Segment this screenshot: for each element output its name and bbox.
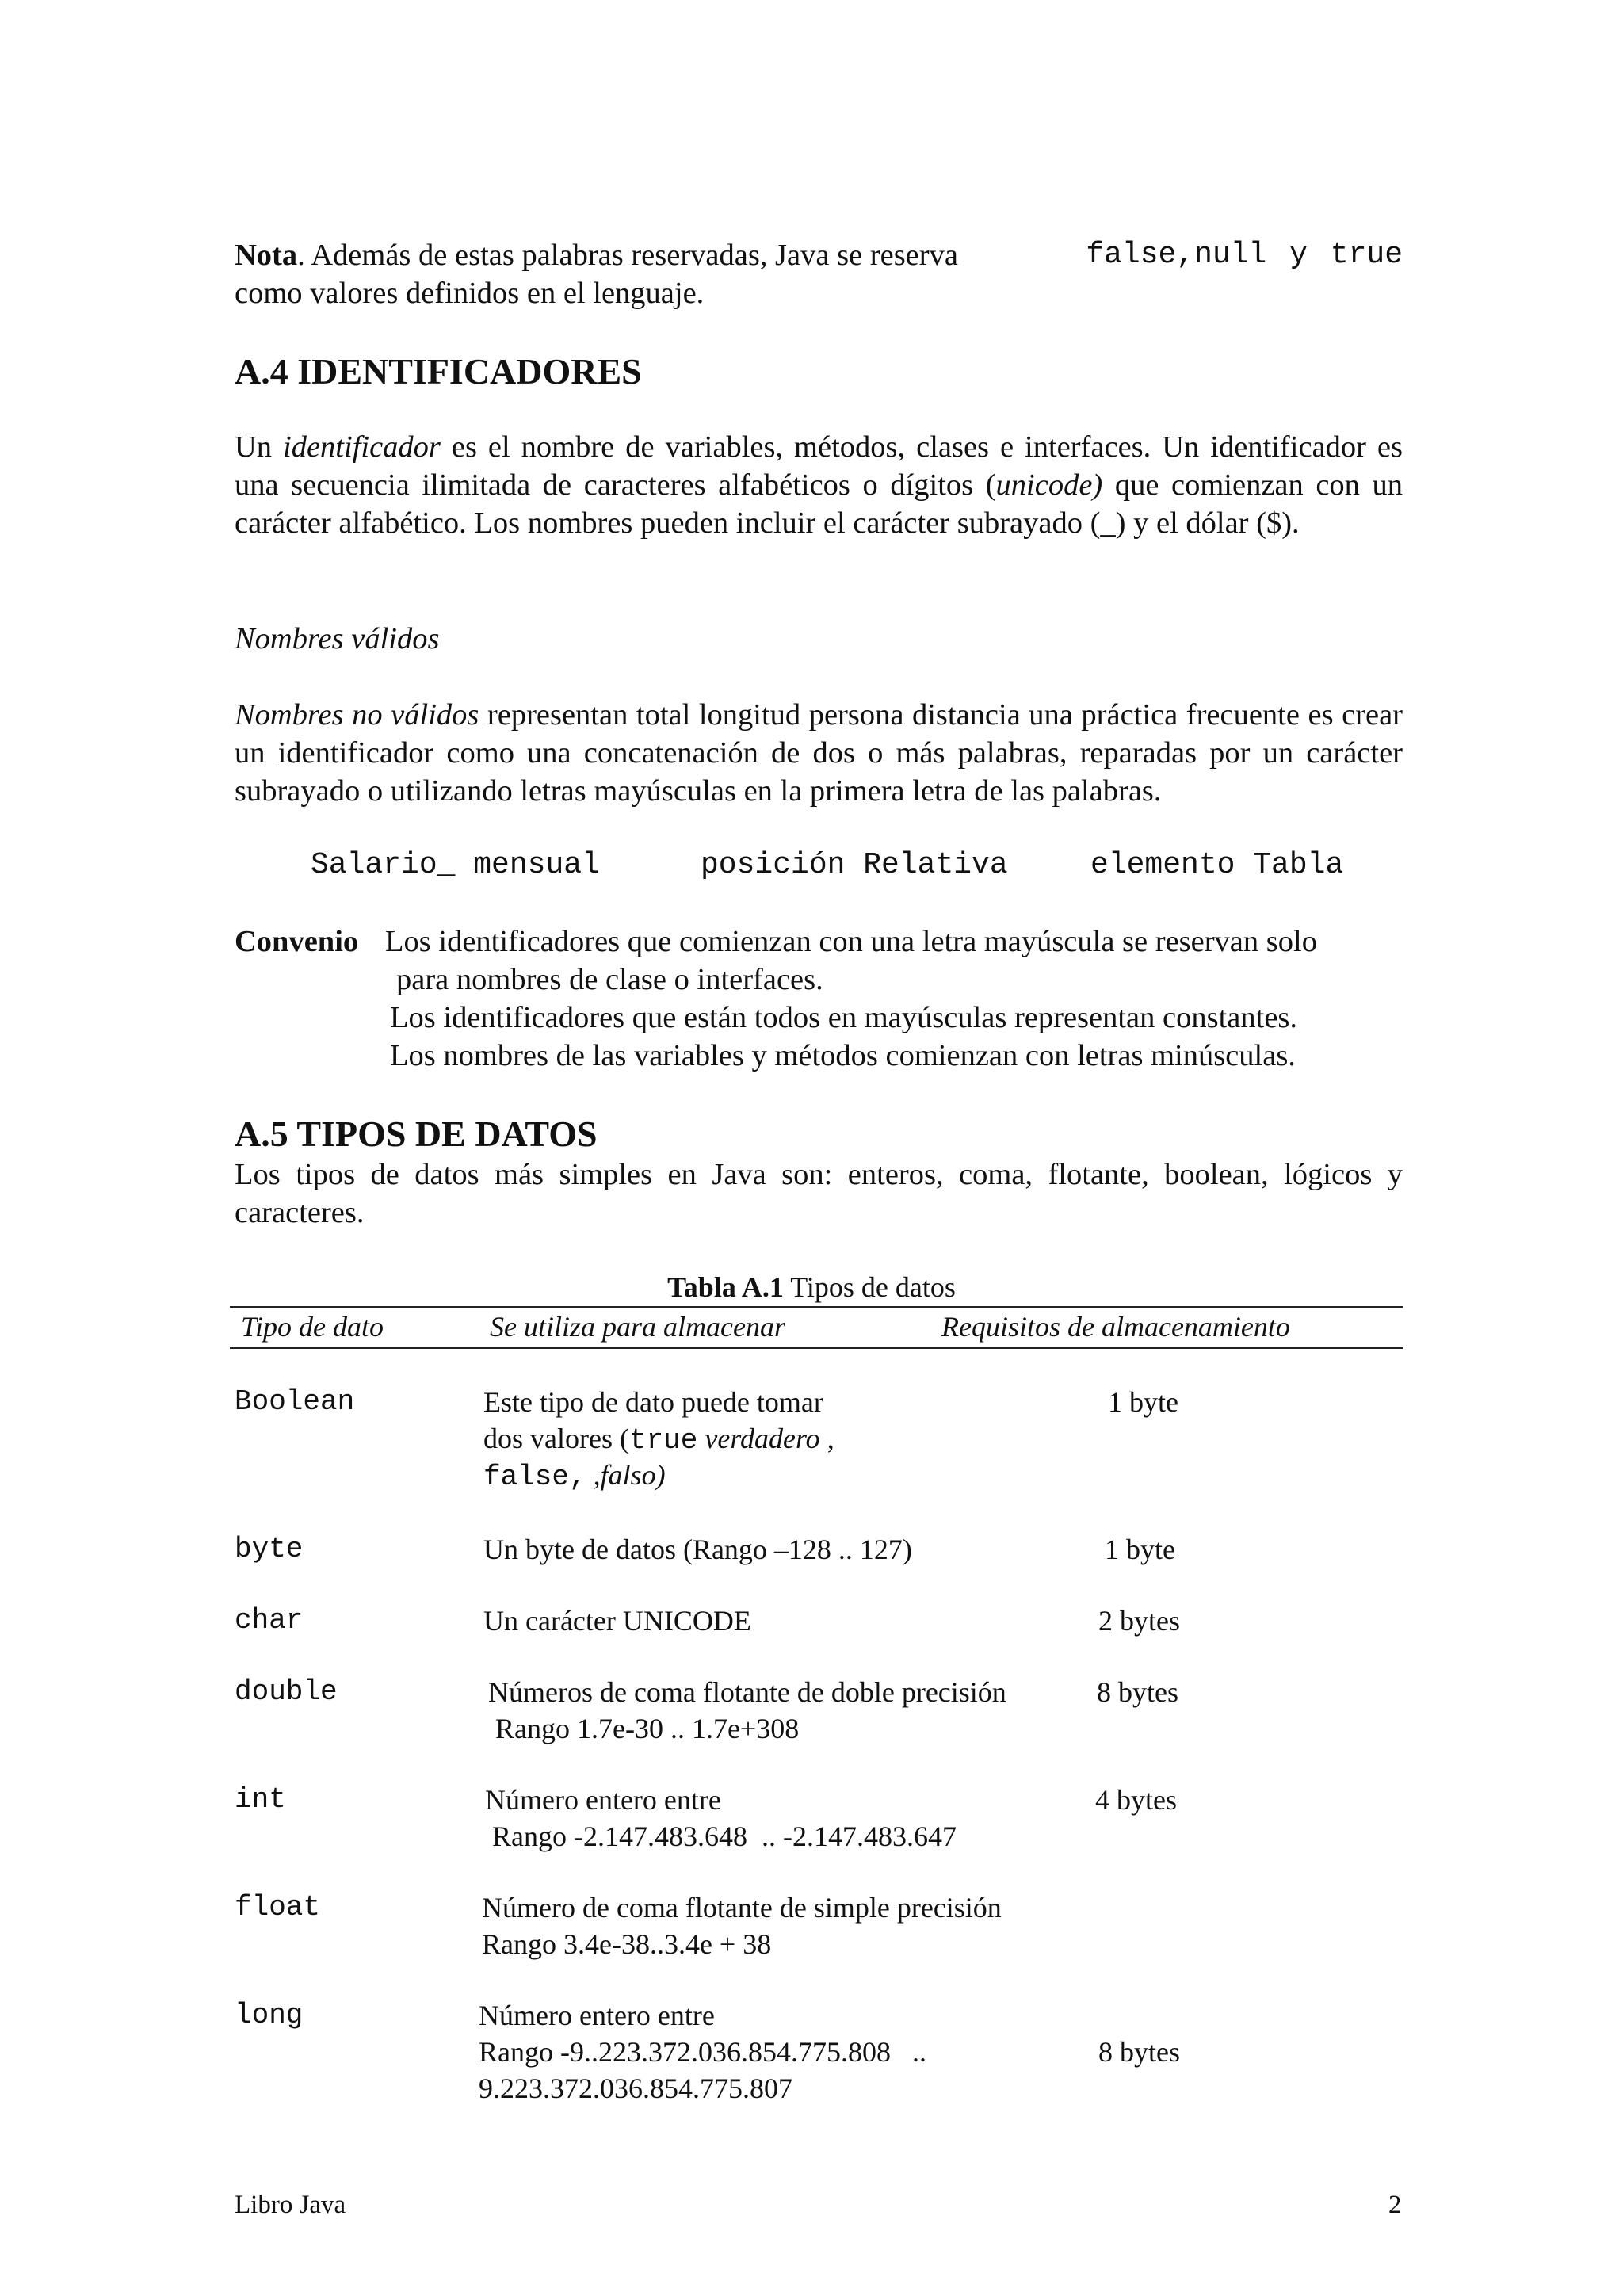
table-header-storage: Requisitos de almacenamiento — [941, 1311, 1290, 1343]
nota-label: Nota — [235, 239, 298, 272]
row-size: 1 byte — [1105, 1534, 1175, 1565]
invalid-names-label: Nombres no válidos — [235, 698, 479, 732]
row-desc-line: Número de coma flotante de simple precisión — [482, 1892, 1002, 1924]
row-type-float: float — [235, 1891, 321, 1924]
p1-em-unicode: unicode) — [995, 468, 1103, 502]
page-number: 2 — [1388, 2191, 1402, 2219]
boolean-true-code: true — [628, 1424, 698, 1457]
boolean-falso: ,falso) — [593, 1459, 666, 1491]
convenio-line-2: para nombres de clase o interfaces. — [396, 963, 823, 996]
row-desc-line: dos valores (true verdadero , — [483, 1423, 834, 1457]
row-type-int: int — [235, 1783, 286, 1816]
example-name-3: elemento Tabla — [1090, 848, 1344, 882]
row-size: 8 bytes — [1097, 1676, 1178, 1708]
example-name-1: Salario_ mensual — [311, 848, 600, 882]
example-name-2: posición Relativa — [701, 848, 1008, 882]
table-caption — [0, 1270, 1623, 1305]
p1-start: Un — [235, 430, 284, 464]
section-heading-a5: A.5 TIPOS DE DATOS — [235, 1114, 598, 1154]
convenio-line-1: Los identificadores que comienzan con una letra mayúscula se reservan solo — [385, 925, 1317, 958]
row-desc-line: Un byte de datos (Rango –128 .. 127) — [483, 1534, 912, 1565]
row-desc-line: 9.223.372.036.854.775.807 — [479, 2073, 792, 2104]
p1-end: que comienzan con un carácter alfabético. Los nombres pueden incluir el carácter subrayado (_) y el dólar ($). — [235, 468, 1403, 540]
row-desc-line: Rango -2.147.483.648 .. -2.147.483.647 — [485, 1820, 957, 1852]
valid-names-label: Nombres válidos — [235, 622, 440, 655]
nota-text: . Además de estas palabras reservadas, Java se reserva — [297, 239, 958, 272]
row-type-byte: byte — [235, 1533, 304, 1565]
row-size: 2 bytes — [1098, 1605, 1180, 1637]
row-desc-line: Número entero entre — [479, 2000, 715, 2031]
row-size: 8 bytes — [1098, 2036, 1180, 2068]
p1-mid: es el nombre de variables, métodos, clases e interfaces. Un identificador es una secuencia ilimitada de caracteres alfabéticos o dígitos ( — [235, 430, 1403, 502]
nota-code: false,null y true — [1086, 238, 1403, 272]
table-top-rule — [230, 1306, 1403, 1308]
row-desc-line: Rango -9..223.372.036.854.775.808 .. — [479, 2036, 926, 2068]
table-caption-text: Tipos de datos — [783, 1271, 956, 1303]
row-type-double: double — [235, 1675, 338, 1708]
identifier-paragraph — [235, 428, 1403, 542]
table-header-rule — [230, 1347, 1403, 1349]
section-heading-a4: A.4 IDENTIFICADORES — [235, 351, 642, 392]
row-type-boolean: Boolean — [235, 1385, 355, 1418]
convenio-line-3: Los identificadores que están todos en mayúsculas representan constantes. — [390, 1001, 1298, 1034]
invalid-names-text: representan total longitud persona distancia una práctica frecuente es crear un identificador como una concatenación de dos o más palabras, reparadas por un carácter subrayado o utilizando letras mayúsculas en la primera letra de las palabras. — [235, 698, 1403, 808]
row-desc-line: Este tipo de dato puede tomar — [483, 1386, 823, 1418]
row-size: 4 bytes — [1095, 1784, 1177, 1816]
boolean-false-code: false, — [483, 1461, 586, 1493]
row-desc-line: Números de coma flotante de doble precisión — [488, 1676, 1006, 1708]
boolean-verdadero: verdadero — [705, 1423, 820, 1454]
types-intro-paragraph: Los tipos de datos más simples en Java son: enteros, coma, flotante, boolean, lógicos y caracteres. — [235, 1158, 1403, 1229]
invalid-names-paragraph — [235, 696, 1403, 810]
nota-line-1 — [235, 236, 1403, 274]
nota-sentence — [235, 236, 958, 274]
table-caption-label: Tabla A.1 — [667, 1271, 784, 1303]
nota-line-2: como valores definidos en el lenguaje. — [235, 277, 705, 310]
row-desc-line: Un carácter UNICODE — [483, 1605, 751, 1637]
row-type-long: long — [235, 1999, 304, 2031]
row-desc-line: Rango 1.7e-30 .. 1.7e+308 — [488, 1713, 800, 1744]
table-header-usage: Se utiliza para almacenar — [490, 1311, 785, 1343]
row-type-char: char — [235, 1604, 304, 1637]
row-size: 1 byte — [1108, 1386, 1178, 1418]
boolean-desc-prefix: dos valores ( — [483, 1423, 629, 1454]
convenio-line-4: Los nombres de las variables y métodos comienzan con letras minúsculas. — [390, 1039, 1296, 1072]
footer-title: Libro Java — [235, 2191, 346, 2219]
p1-em-identificador: identificador — [283, 430, 441, 464]
row-desc-line — [483, 1457, 666, 1496]
row-desc-line: Rango 3.4e-38..3.4e + 38 — [482, 1928, 772, 1960]
convenio-label: Convenio — [235, 925, 359, 958]
row-desc-line: Número entero entre — [485, 1784, 721, 1816]
table-header-type: Tipo de dato — [241, 1311, 384, 1343]
